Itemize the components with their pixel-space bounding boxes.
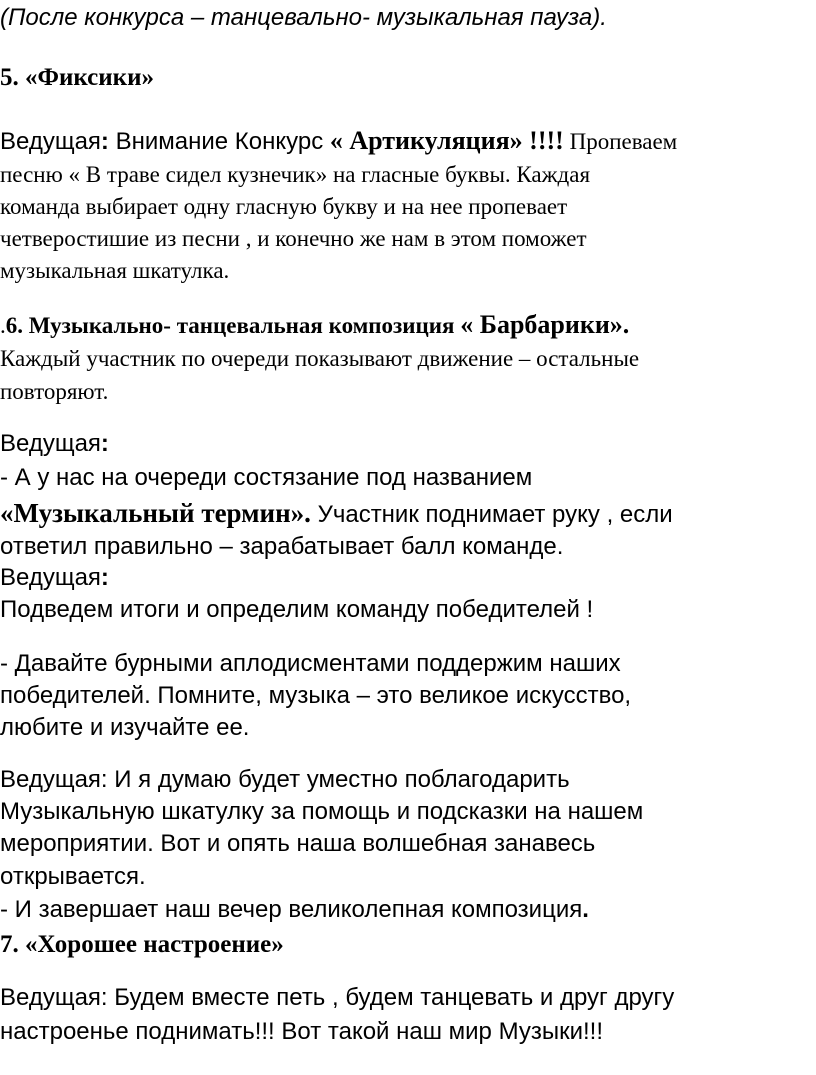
applause-line-3: любите и изучайте ее. [0,714,250,741]
host-3-line-3: мероприятии. Вот и опять наша волшебная занавесь [0,830,596,857]
host-1-line-1: - А у нас на очереди состязание под названием [0,464,533,491]
section-6-line-1: Каждый участник по очереди показывают движение – остальные [0,346,640,371]
host-1-line-2-rest: Участник поднимает руку , если [310,501,673,528]
intro-line: (После конкурса – танцевально- музыкальная пауза). [0,4,607,31]
host-4-line-1: Ведущая: Будем вместе петь , будем танцевать и друг другу [0,984,675,1011]
host-1-colon: : [100,430,109,457]
host-3-final-line [0,898,589,922]
host-3-line-1: Ведущая: И я думаю будет уместно поблагодарить [0,766,570,793]
contest-intro: Внимание Конкурс [108,128,330,155]
section-6-prefix: . [0,313,6,338]
host-1-line-3: ответил правильно – зарабатывает балл команде. [0,533,564,560]
host-2-label [0,566,109,590]
host-2-colon: : [100,564,109,591]
paragraph-1-line-5: музыкальная шкатулка. [0,258,230,283]
host-3-final-dot: . [582,896,589,923]
section-7-title: «Хорошее настроение» [25,931,284,958]
paragraph-1-line-1 [0,128,677,154]
contest-title-music-term: «Музыкальный термин». [0,498,311,528]
applause-line-1: - Давайте бурными аплодисментами поддержим наших [0,650,621,677]
host-1-label [0,432,109,456]
host-3-line-2: Музыкальную шкатулку за помощь и подсказки на нашем [0,798,644,825]
host-1-line-2 [0,500,673,527]
host-1-label-text: Ведущая [0,430,101,457]
section-7-heading [0,932,284,957]
section-5-title: «Фиксики» [25,64,154,91]
paragraph-1-line-4: четверостишие из песни , и конечно же нам в этом поможет [0,226,587,251]
paragraph-1-line-2: песню « В траве сидел кузнечик» на гласные буквы. Каждая [0,162,591,187]
host-2-label-text: Ведущая [0,564,101,591]
section-6-heading [0,312,629,338]
section-5-number: 5. [0,64,19,91]
applause-line-2: победителей. Помните, музыка – это великое искусство, [0,682,632,709]
host-colon: : [100,128,109,155]
section-6-line-2: повторяют. [0,379,109,404]
host-3-line-4: открывается. [0,863,146,890]
host-4-line-2: настроенье поднимать!!! Вот такой наш мир Музыки!!! [0,1018,603,1045]
section-5-heading [0,65,154,90]
host-3-final-text: - И завершает наш вечер великолепная композиция [0,896,583,923]
section-7-number: 7. [0,931,19,958]
host-label: Ведущая [0,128,101,155]
paragraph-1-tail: Пропеваем [563,129,678,154]
section-6-title: « Барбарики». [460,310,630,339]
section-6-number-title: 6. Музыкально- танцевальная композиция [5,313,461,338]
paragraph-1-line-3: команда выбирает одну гласную букву и на нее пропевает [0,194,568,219]
contest-title-articulation: « Артикуляция» !!!! [329,126,564,155]
host-2-line-1: Подведем итоги и определим команду победителей ! [0,596,594,623]
